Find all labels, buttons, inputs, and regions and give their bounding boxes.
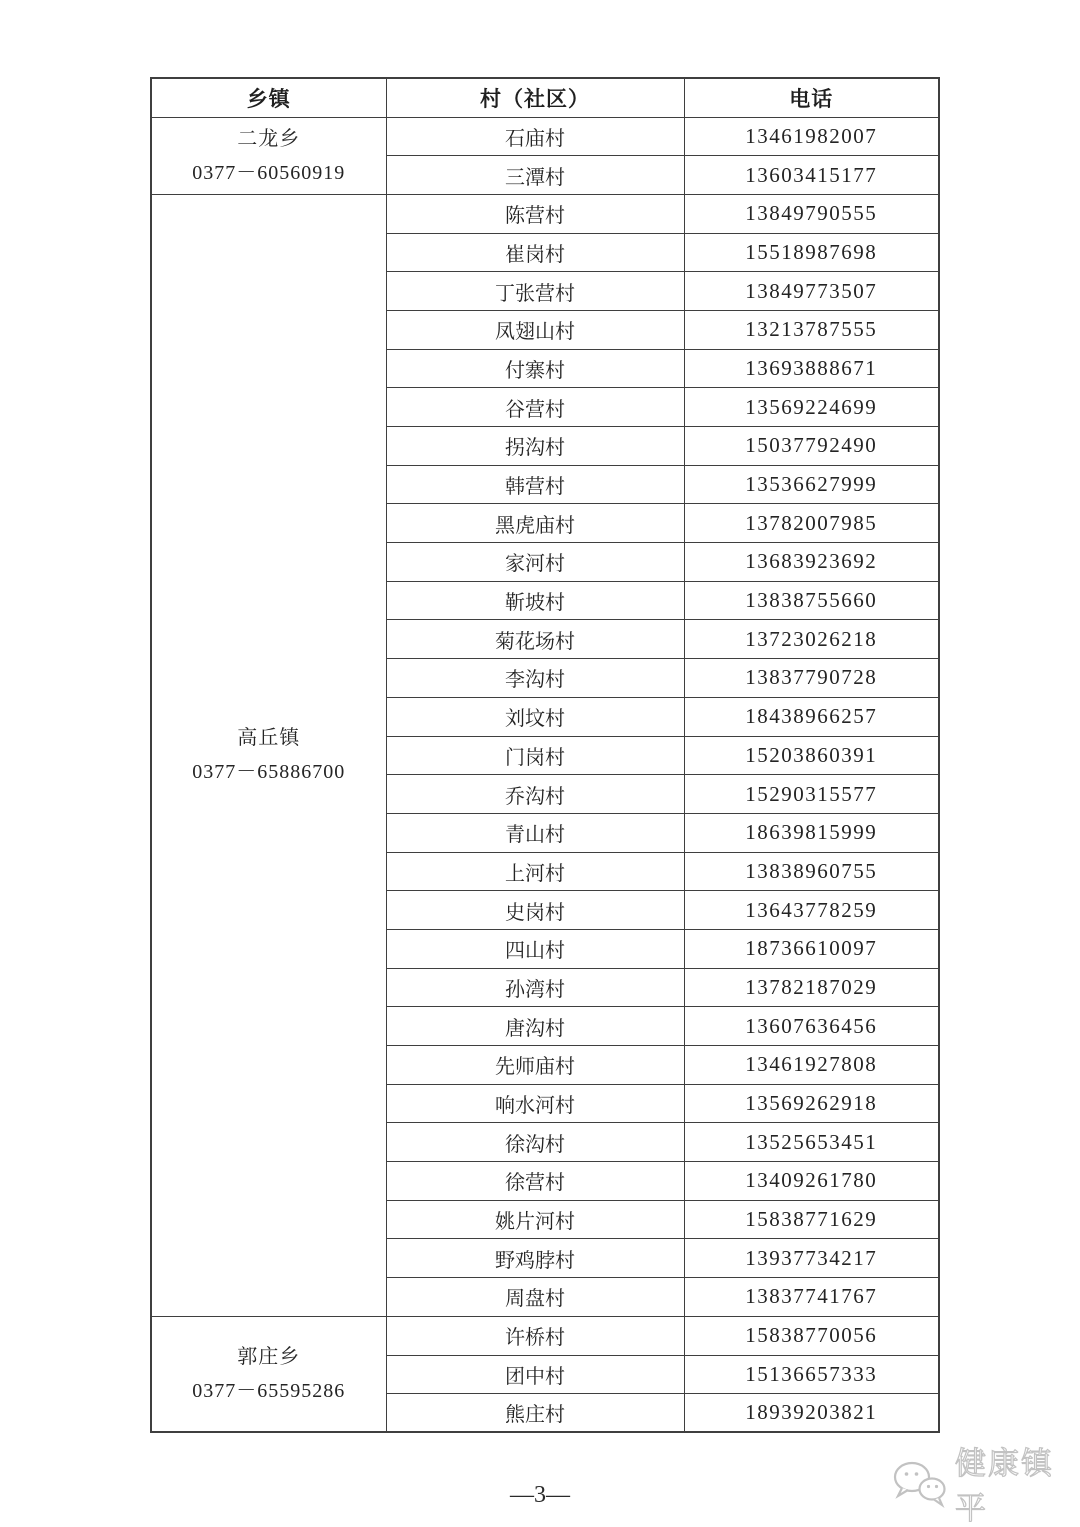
phone-cell: 15838771629: [684, 1200, 939, 1239]
phone-cell: 13643778259: [684, 891, 939, 930]
phone-cell: 13525653451: [684, 1123, 939, 1162]
township-name: 高丘镇: [237, 727, 301, 750]
village-cell: 响水河村: [386, 1084, 684, 1123]
village-cell: 周盘村: [386, 1278, 684, 1317]
column-header: 乡镇: [151, 78, 386, 117]
village-cell: 三潭村: [386, 156, 684, 195]
village-cell: 唐沟村: [386, 1007, 684, 1046]
phone-cell: 18736610097: [684, 929, 939, 968]
village-cell: 上河村: [386, 852, 684, 891]
phone-cell: 15136657333: [684, 1355, 939, 1394]
village-cell: 姚片河村: [386, 1200, 684, 1239]
phone-cell: 13782187029: [684, 968, 939, 1007]
village-cell: 菊花场村: [386, 620, 684, 659]
village-cell: 门岗村: [386, 736, 684, 775]
township-name: 二龙乡: [237, 127, 301, 150]
village-cell: 陈营村: [386, 194, 684, 233]
phone-cell: 13937734217: [684, 1239, 939, 1278]
table-body: [151, 117, 939, 1432]
village-cell: 韩营村: [386, 465, 684, 504]
phone-cell: 13838960755: [684, 852, 939, 891]
village-cell: 史岗村: [386, 891, 684, 930]
phone-cell: 15037792490: [684, 427, 939, 466]
phone-cell: 18438966257: [684, 697, 939, 736]
village-cell: 黑虎庙村: [386, 504, 684, 543]
table-row: [151, 194, 939, 233]
village-cell: 李沟村: [386, 659, 684, 698]
phone-cell: 13409261780: [684, 1162, 939, 1201]
township-phone: 0377－60560919: [192, 161, 346, 184]
phone-cell: 13849790555: [684, 194, 939, 233]
phone-cell: 15838770056: [684, 1316, 939, 1355]
village-cell: 靳坡村: [386, 581, 684, 620]
village-cell: 家河村: [386, 543, 684, 582]
phone-cell: 13782007985: [684, 504, 939, 543]
phone-cell: 13693888671: [684, 349, 939, 388]
phone-cell: 13461927808: [684, 1046, 939, 1085]
phone-cell: 15518987698: [684, 233, 939, 272]
phone-cell: 13461982007: [684, 117, 939, 156]
table-row: [151, 117, 939, 156]
phone-cell: 13213787555: [684, 310, 939, 349]
township-cell: [151, 194, 386, 1316]
phone-cell: 13723026218: [684, 620, 939, 659]
village-cell: 丁张营村: [386, 272, 684, 311]
phone-cell: 13607636456: [684, 1007, 939, 1046]
table-row: [151, 1316, 939, 1355]
village-cell: 拐沟村: [386, 427, 684, 466]
column-header: 村（社区）: [386, 78, 684, 117]
village-cell: 团中村: [386, 1355, 684, 1394]
column-header: 电话: [684, 78, 939, 117]
phone-cell: 13849773507: [684, 272, 939, 311]
page-number: —3—: [510, 1482, 570, 1508]
village-cell: 野鸡脖村: [386, 1239, 684, 1278]
phone-cell: 13569262918: [684, 1084, 939, 1123]
township-phone: 0377－65886700: [192, 761, 346, 784]
village-cell: 谷营村: [386, 388, 684, 427]
village-cell: 徐沟村: [386, 1123, 684, 1162]
phone-cell: 13837741767: [684, 1278, 939, 1317]
township-cell: [151, 1316, 386, 1432]
village-cell: 许桥村: [386, 1316, 684, 1355]
village-cell: 石庙村: [386, 117, 684, 156]
village-cell: 先师庙村: [386, 1046, 684, 1085]
phone-cell: 13683923692: [684, 543, 939, 582]
village-cell: 崔岗村: [386, 233, 684, 272]
village-cell: 孙湾村: [386, 968, 684, 1007]
village-cell: 凤翅山村: [386, 310, 684, 349]
contact-table: [150, 77, 940, 1433]
table-head-row: [151, 78, 939, 117]
phone-cell: 18639815999: [684, 813, 939, 852]
phone-cell: 13569224699: [684, 388, 939, 427]
phone-cell: 13837790728: [684, 659, 939, 698]
village-cell: 乔沟村: [386, 775, 684, 814]
phone-cell: 15290315577: [684, 775, 939, 814]
village-cell: 刘坟村: [386, 697, 684, 736]
township-cell: [151, 117, 386, 194]
township-phone: 0377－65595286: [192, 1380, 346, 1403]
village-cell: 徐营村: [386, 1162, 684, 1201]
phone-cell: 13838755660: [684, 581, 939, 620]
phone-cell: 18939203821: [684, 1394, 939, 1433]
township-name: 郭庄乡: [237, 1346, 301, 1369]
watermark-label: 健康镇平: [955, 1446, 1054, 1526]
village-cell: 四山村: [386, 929, 684, 968]
village-cell: 付寨村: [386, 349, 684, 388]
phone-cell: 15203860391: [684, 736, 939, 775]
village-cell: 熊庄村: [386, 1394, 684, 1433]
phone-cell: 13536627999: [684, 465, 939, 504]
phone-cell: 13603415177: [684, 156, 939, 195]
village-cell: 青山村: [386, 813, 684, 852]
